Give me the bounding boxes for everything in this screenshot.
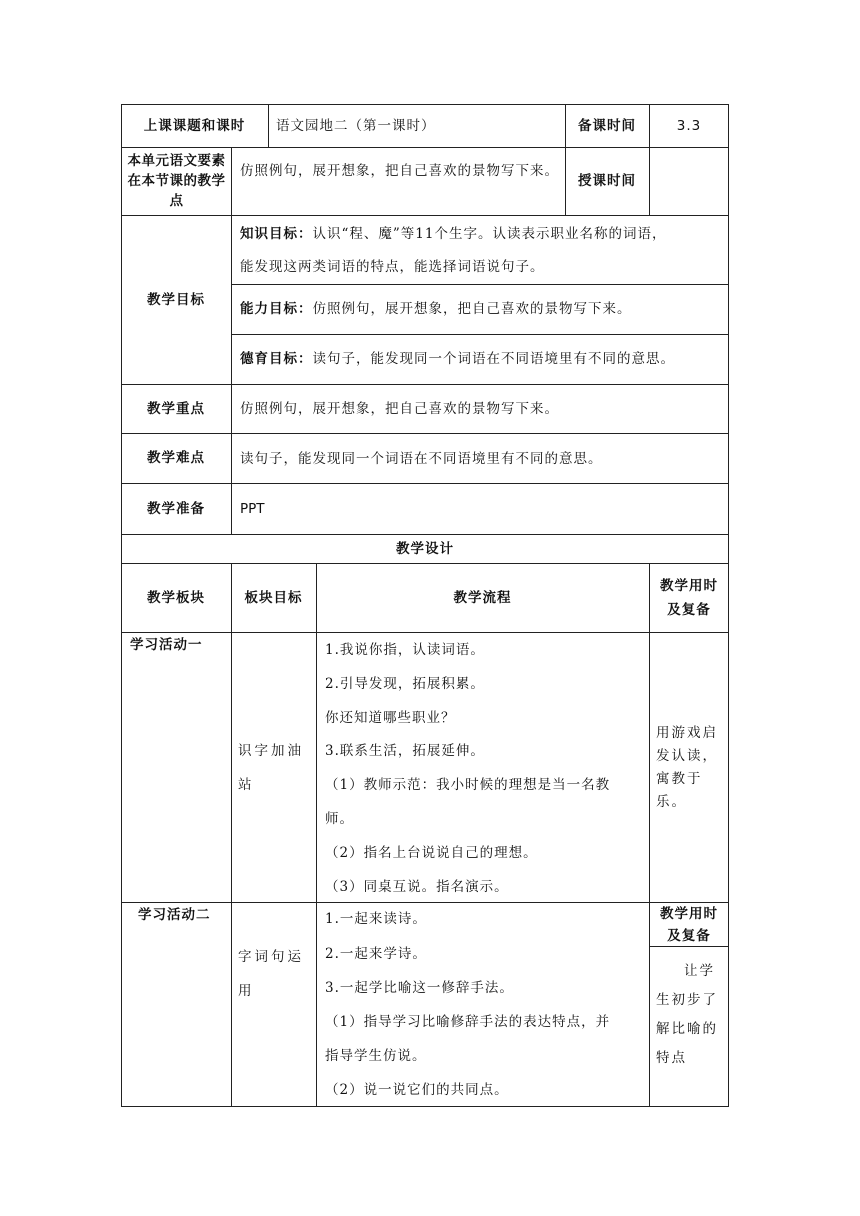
design-title: 教学设计 bbox=[396, 540, 454, 557]
activity1-step: （3）同桌互说。指名演示。 bbox=[325, 879, 509, 895]
activity2-time-label: 教学用时及复备 bbox=[660, 906, 718, 944]
knowledge-goal-line2: 能发现这两类词语的特点，能选择词语说句子。 bbox=[240, 259, 545, 275]
ability-goal: 能力目标：仿照例句，展开想象，把自己喜欢的景物写下来。 bbox=[240, 301, 632, 317]
activity1-step: 你还知道哪些职业？ bbox=[325, 710, 456, 726]
unit-point-label: 本单元语文要素在本节课的教学点 bbox=[127, 153, 226, 209]
activity2-step: （2）说一说它们的共同点。 bbox=[325, 1082, 509, 1098]
preparation-value: PPT bbox=[240, 501, 265, 517]
difficulty-value: 读句子，能发现同一个词语在不同语境里有不同的意思。 bbox=[240, 451, 603, 467]
col-module-header: 教学板块 bbox=[147, 589, 205, 606]
activity1-goal: 识字加油站 bbox=[238, 743, 304, 793]
activity2-step: 指导学生仿说。 bbox=[325, 1048, 427, 1064]
topic-label-cell bbox=[121, 104, 268, 148]
prep-time-label: 备课时间 bbox=[578, 118, 636, 134]
key-point-value: 仿照例句，展开想象，把自己喜欢的景物写下来。 bbox=[240, 401, 559, 417]
key-point-label: 教学重点 bbox=[147, 400, 205, 417]
col-goal-header: 板块目标 bbox=[244, 589, 303, 606]
activity2-goal: 字词句运用 bbox=[238, 949, 304, 999]
topic-value: 语文园地二（第一课时） bbox=[276, 118, 436, 134]
activity1-note: 用游戏启发认读，寓教于乐。 bbox=[656, 725, 718, 810]
moral-goal: 德育目标：读句子，能发现同一个词语在不同语境里有不同的意思。 bbox=[240, 351, 675, 367]
activity1-step: （2）指名上台说说自己的理想。 bbox=[325, 845, 538, 861]
activity1-step: （1）教师示范：我小时候的理想是当一名教 bbox=[325, 777, 611, 793]
activity1-step: 师。 bbox=[325, 811, 354, 827]
activity1-step: 1.我说你指，认读词语。 bbox=[325, 642, 485, 658]
col-time-header: 教学用时及复备 bbox=[660, 577, 718, 618]
difficulty-label: 教学难点 bbox=[147, 450, 205, 466]
border-bottom bbox=[121, 1106, 729, 1107]
prep-time-value: 3.3 bbox=[676, 118, 702, 134]
col-flow-header: 教学流程 bbox=[453, 589, 512, 606]
activity2-name: 学习活动二 bbox=[138, 907, 211, 923]
activity2-step: （1）指导学习比喻修辞手法的表达特点，并 bbox=[325, 1014, 611, 1030]
activity1-name: 学习活动一 bbox=[130, 637, 203, 653]
activity2-step: 2.一起来学诗。 bbox=[325, 946, 427, 962]
topic-value-cell bbox=[276, 104, 564, 148]
activity2-step: 3.一起学比喻这一修辞手法。 bbox=[325, 980, 514, 996]
activity2-step: 1.一起来读诗。 bbox=[325, 911, 427, 927]
unit-point-value: 仿照例句，展开想象，把自己喜欢的景物写下来。 bbox=[240, 163, 559, 179]
activity1-step: 3.联系生活，拓展延伸。 bbox=[325, 743, 485, 759]
goals-label: 教学目标 bbox=[147, 291, 205, 308]
activity1-step: 2.引导发现，拓展积累。 bbox=[325, 676, 485, 692]
topic-label: 上课课题和课时 bbox=[143, 118, 246, 134]
preparation-label: 教学准备 bbox=[147, 500, 205, 517]
teach-time-label: 授课时间 bbox=[578, 173, 636, 189]
knowledge-goal-line1: 知识目标：认识“程、魔”等11个生字。认读表示职业名称的词语， bbox=[240, 226, 667, 242]
activity2-note: 让学生初步了解比喻的特点 bbox=[656, 963, 718, 1066]
